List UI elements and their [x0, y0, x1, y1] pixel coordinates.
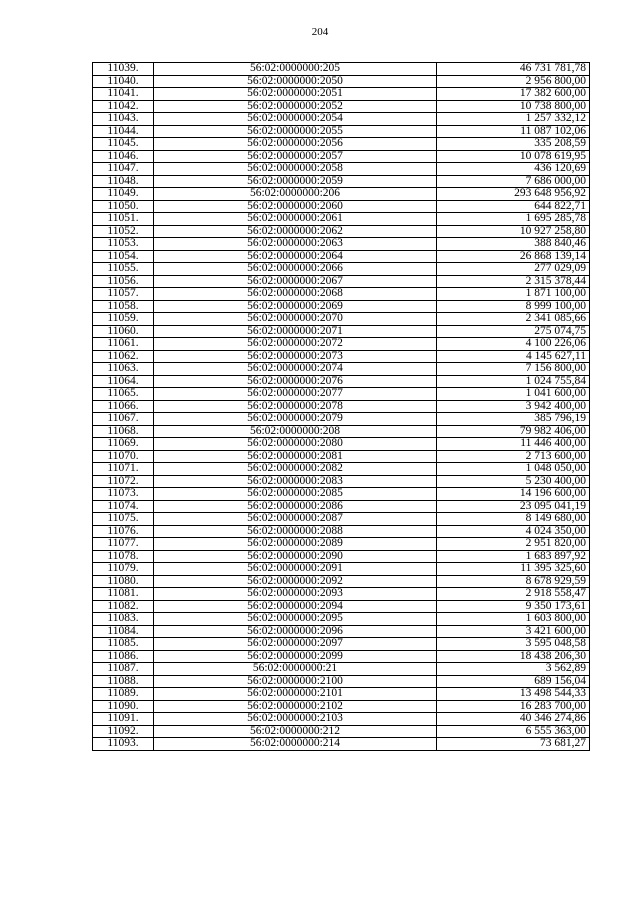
table-row: [93, 263, 590, 276]
table-row: [93, 563, 590, 576]
table-row: [93, 413, 590, 426]
table-row: [93, 250, 590, 263]
cadastral-number-cell: 56:02:0000000:2074: [154, 363, 437, 376]
cadastral-number-cell: 56:02:0000000:2103: [154, 713, 437, 726]
table-row: [93, 638, 590, 651]
row-number-cell: 11048.: [93, 175, 154, 188]
cadastral-number-cell: 56:02:0000000:2093: [154, 588, 437, 601]
cadastral-value-cell: 46 731 781,78: [437, 63, 590, 76]
table-row: [93, 275, 590, 288]
cadastral-number-cell: 56:02:0000000:2085: [154, 488, 437, 501]
row-number-cell: 11067.: [93, 413, 154, 426]
table-row: [93, 138, 590, 151]
cadastral-number-cell: 56:02:0000000:2091: [154, 563, 437, 576]
cadastral-value-cell: 17 382 600,00: [437, 88, 590, 101]
cadastral-number-cell: 56:02:0000000:2097: [154, 638, 437, 651]
cadastral-number-cell: 56:02:0000000:2082: [154, 463, 437, 476]
row-number-cell: 11073.: [93, 488, 154, 501]
row-number-cell: 11043.: [93, 113, 154, 126]
cadastral-value-cell: 79 982 406,00: [437, 425, 590, 438]
table-row: [93, 500, 590, 513]
row-number-cell: 11074.: [93, 500, 154, 513]
cadastral-value-cell: 4 024 350,00: [437, 525, 590, 538]
table-row: [93, 375, 590, 388]
cadastral-value-cell: 8 999 100,00: [437, 300, 590, 313]
row-number-cell: 11072.: [93, 475, 154, 488]
table-row: [93, 163, 590, 176]
cadastral-value-cell: 13 498 544,33: [437, 688, 590, 701]
table-row: [93, 313, 590, 326]
cadastral-number-cell: 56:02:0000000:2057: [154, 150, 437, 163]
cadastral-value-cell: 10 078 619,95: [437, 150, 590, 163]
cadastral-number-cell: 56:02:0000000:2058: [154, 163, 437, 176]
table-row: [93, 338, 590, 351]
cadastral-number-cell: 56:02:0000000:2073: [154, 350, 437, 363]
cadastral-number-cell: 56:02:0000000:2078: [154, 400, 437, 413]
cadastral-value-cell: 1 257 332,12: [437, 113, 590, 126]
row-number-cell: 11088.: [93, 675, 154, 688]
table-row: [93, 438, 590, 451]
cadastral-number-cell: 56:02:0000000:2079: [154, 413, 437, 426]
row-number-cell: 11085.: [93, 638, 154, 651]
table-row: [93, 488, 590, 501]
table-row: [93, 225, 590, 238]
row-number-cell: 11083.: [93, 613, 154, 626]
row-number-cell: 11059.: [93, 313, 154, 326]
row-number-cell: 11056.: [93, 275, 154, 288]
table-row: [93, 113, 590, 126]
cadastral-number-cell: 56:02:0000000:2095: [154, 613, 437, 626]
cadastral-value-cell: 73 681,27: [437, 738, 590, 751]
row-number-cell: 11068.: [93, 425, 154, 438]
cadastral-number-cell: 56:02:0000000:2064: [154, 250, 437, 263]
table-row: [93, 525, 590, 538]
cadastral-number-cell: 56:02:0000000:2071: [154, 325, 437, 338]
cadastral-value-cell: 7 156 800,00: [437, 363, 590, 376]
table-row: [93, 150, 590, 163]
cadastral-number-cell: 56:02:0000000:2052: [154, 100, 437, 113]
table-row: [93, 63, 590, 76]
row-number-cell: 11078.: [93, 550, 154, 563]
cadastral-value-cell: 18 438 206,30: [437, 650, 590, 663]
table-row: [93, 588, 590, 601]
table-row: [93, 475, 590, 488]
row-number-cell: 11079.: [93, 563, 154, 576]
cadastral-number-cell: 56:02:0000000:2054: [154, 113, 437, 126]
table-row: [93, 88, 590, 101]
table-row: [93, 663, 590, 676]
cadastral-value-cell: 3 942 400,00: [437, 400, 590, 413]
table-row: [93, 625, 590, 638]
cadastral-value-cell: 335 208,59: [437, 138, 590, 151]
row-number-cell: 11042.: [93, 100, 154, 113]
row-number-cell: 11041.: [93, 88, 154, 101]
table-row: [93, 600, 590, 613]
table-row: [93, 100, 590, 113]
cadastral-value-cell: 10 927 258,80: [437, 225, 590, 238]
row-number-cell: 11060.: [93, 325, 154, 338]
cadastral-value-cell: 2 918 558,47: [437, 588, 590, 601]
cadastral-number-cell: 56:02:0000000:2088: [154, 525, 437, 538]
cadastral-number-cell: 56:02:0000000:2060: [154, 200, 437, 213]
cadastral-number-cell: 56:02:0000000:212: [154, 725, 437, 738]
cadastral-value-cell: 388 840,46: [437, 238, 590, 251]
cadastral-value-cell: 2 956 800,00: [437, 75, 590, 88]
cadastral-value-cell: 1 695 285,78: [437, 213, 590, 226]
table-row: [93, 538, 590, 551]
table-row: [93, 550, 590, 563]
cadastral-value-cell: 2 315 378,44: [437, 275, 590, 288]
cadastral-value-cell: 10 738 800,00: [437, 100, 590, 113]
cadastral-value-cell: 1 871 100,00: [437, 288, 590, 301]
table-row: [93, 513, 590, 526]
cadastral-number-cell: 56:02:0000000:208: [154, 425, 437, 438]
row-number-cell: 11070.: [93, 450, 154, 463]
cadastral-number-cell: 56:02:0000000:2062: [154, 225, 437, 238]
cadastral-number-cell: 56:02:0000000:2059: [154, 175, 437, 188]
cadastral-number-cell: 56:02:0000000:2067: [154, 275, 437, 288]
cadastral-value-cell: 1 603 800,00: [437, 613, 590, 626]
row-number-cell: 11051.: [93, 213, 154, 226]
cadastral-value-cell: 11 395 325,60: [437, 563, 590, 576]
cadastral-number-cell: 56:02:0000000:2080: [154, 438, 437, 451]
row-number-cell: 11046.: [93, 150, 154, 163]
cadastral-number-cell: 56:02:0000000:2087: [154, 513, 437, 526]
cadastral-value-cell: 1 024 755,84: [437, 375, 590, 388]
cadastral-number-cell: 56:02:0000000:2096: [154, 625, 437, 638]
cadastral-number-cell: 56:02:0000000:2051: [154, 88, 437, 101]
cadastral-value-cell: 23 095 041,19: [437, 500, 590, 513]
row-number-cell: 11040.: [93, 75, 154, 88]
table-row: [93, 350, 590, 363]
cadastral-number-cell: 56:02:0000000:2081: [154, 450, 437, 463]
cadastral-value-cell: 275 074,75: [437, 325, 590, 338]
cadastral-number-cell: 56:02:0000000:2099: [154, 650, 437, 663]
row-number-cell: 11080.: [93, 575, 154, 588]
row-number-cell: 11069.: [93, 438, 154, 451]
row-number-cell: 11089.: [93, 688, 154, 701]
table-row: [93, 700, 590, 713]
cadastral-number-cell: 56:02:0000000:2056: [154, 138, 437, 151]
cadastral-number-cell: 56:02:0000000:2072: [154, 338, 437, 351]
table-row: [93, 713, 590, 726]
cadastral-number-cell: 56:02:0000000:2066: [154, 263, 437, 276]
cadastral-value-cell: 7 686 000,00: [437, 175, 590, 188]
row-number-cell: 11084.: [93, 625, 154, 638]
row-number-cell: 11091.: [93, 713, 154, 726]
cadastral-number-cell: 56:02:0000000:2077: [154, 388, 437, 401]
row-number-cell: 11077.: [93, 538, 154, 551]
cadastral-value-cell: 293 648 956,92: [437, 188, 590, 201]
cadastral-number-cell: 56:02:0000000:205: [154, 63, 437, 76]
row-number-cell: 11050.: [93, 200, 154, 213]
cadastral-number-cell: 56:02:0000000:2094: [154, 600, 437, 613]
row-number-cell: 11055.: [93, 263, 154, 276]
cadastral-value-cell: 3 421 600,00: [437, 625, 590, 638]
table-row: [93, 388, 590, 401]
cadastral-number-cell: 56:02:0000000:2090: [154, 550, 437, 563]
table-row: [93, 450, 590, 463]
row-number-cell: 11062.: [93, 350, 154, 363]
row-number-cell: 11093.: [93, 738, 154, 751]
cadastral-value-cell: 3 595 048,58: [437, 638, 590, 651]
table-row: [93, 188, 590, 201]
row-number-cell: 11071.: [93, 463, 154, 476]
cadastral-number-cell: 56:02:0000000:2061: [154, 213, 437, 226]
row-number-cell: 11086.: [93, 650, 154, 663]
table-row: [93, 238, 590, 251]
row-number-cell: 11063.: [93, 363, 154, 376]
table-row: [93, 675, 590, 688]
row-number-cell: 11092.: [93, 725, 154, 738]
cadastral-value-cell: 436 120,69: [437, 163, 590, 176]
cadastral-number-cell: 56:02:0000000:2069: [154, 300, 437, 313]
row-number-cell: 11049.: [93, 188, 154, 201]
cadastral-value-cell: 1 041 600,00: [437, 388, 590, 401]
row-number-cell: 11052.: [93, 225, 154, 238]
cadastral-value-cell: 11 446 400,00: [437, 438, 590, 451]
cadastral-number-cell: 56:02:0000000:2089: [154, 538, 437, 551]
cadastral-value-cell: 5 230 400,00: [437, 475, 590, 488]
row-number-cell: 11047.: [93, 163, 154, 176]
row-number-cell: 11061.: [93, 338, 154, 351]
cadastral-value-cell: 689 156,04: [437, 675, 590, 688]
cadastral-value-cell: 40 346 274,86: [437, 713, 590, 726]
cadastral-number-cell: 56:02:0000000:2101: [154, 688, 437, 701]
row-number-cell: 11045.: [93, 138, 154, 151]
cadastral-number-cell: 56:02:0000000:2083: [154, 475, 437, 488]
table-row: [93, 738, 590, 751]
cadastral-value-cell: 16 283 700,00: [437, 700, 590, 713]
row-number-cell: 11057.: [93, 288, 154, 301]
cadastral-value-cell: 4 100 226,06: [437, 338, 590, 351]
cadastral-value-cell: 2 341 085,66: [437, 313, 590, 326]
cadastral-value-cell: 4 145 627,11: [437, 350, 590, 363]
cadastral-value-cell: 14 196 600,00: [437, 488, 590, 501]
row-number-cell: 11075.: [93, 513, 154, 526]
table-row: [93, 175, 590, 188]
cadastral-number-cell: 56:02:0000000:2092: [154, 575, 437, 588]
cadastral-number-cell: 56:02:0000000:206: [154, 188, 437, 201]
cadastral-number-cell: 56:02:0000000:21: [154, 663, 437, 676]
cadastral-number-cell: 56:02:0000000:2055: [154, 125, 437, 138]
cadastral-number-cell: 56:02:0000000:2086: [154, 500, 437, 513]
table-row: [93, 575, 590, 588]
cadastral-value-cell: 8 678 929,59: [437, 575, 590, 588]
cadastral-number-cell: 56:02:0000000:2063: [154, 238, 437, 251]
cadastral-value-cell: 2 713 600,00: [437, 450, 590, 463]
cadastral-value-cell: 9 350 173,61: [437, 600, 590, 613]
table-row: [93, 725, 590, 738]
row-number-cell: 11082.: [93, 600, 154, 613]
cadastral-value-cell: 6 555 363,00: [437, 725, 590, 738]
row-number-cell: 11076.: [93, 525, 154, 538]
table-row: [93, 200, 590, 213]
row-number-cell: 11039.: [93, 63, 154, 76]
table-row: [93, 688, 590, 701]
cadastral-value-cell: 26 868 139,14: [437, 250, 590, 263]
row-number-cell: 11064.: [93, 375, 154, 388]
cadastral-number-cell: 56:02:0000000:2050: [154, 75, 437, 88]
row-number-cell: 11066.: [93, 400, 154, 413]
cadastral-value-cell: 277 029,09: [437, 263, 590, 276]
table-body: [93, 63, 590, 751]
table-row: [93, 363, 590, 376]
cadastral-number-cell: 56:02:0000000:214: [154, 738, 437, 751]
cadastral-value-table: [92, 62, 590, 751]
cadastral-value-cell: 1 048 050,00: [437, 463, 590, 476]
page-number: 204: [311, 26, 329, 38]
cadastral-value-cell: 1 683 897,92: [437, 550, 590, 563]
row-number-cell: 11065.: [93, 388, 154, 401]
cadastral-value-cell: 8 149 680,00: [437, 513, 590, 526]
cadastral-number-cell: 56:02:0000000:2076: [154, 375, 437, 388]
row-number-cell: 11058.: [93, 300, 154, 313]
cadastral-value-cell: 2 951 820,00: [437, 538, 590, 551]
cadastral-value-cell: 644 822,71: [437, 200, 590, 213]
cadastral-number-cell: 56:02:0000000:2068: [154, 288, 437, 301]
cadastral-number-cell: 56:02:0000000:2102: [154, 700, 437, 713]
row-number-cell: 11044.: [93, 125, 154, 138]
row-number-cell: 11053.: [93, 238, 154, 251]
table-row: [93, 650, 590, 663]
table-row: [93, 463, 590, 476]
cadastral-value-cell: 3 562,89: [437, 663, 590, 676]
table-row: [93, 613, 590, 626]
row-number-cell: 11054.: [93, 250, 154, 263]
table-row: [93, 325, 590, 338]
table-row: [93, 425, 590, 438]
cadastral-number-cell: 56:02:0000000:2100: [154, 675, 437, 688]
row-number-cell: 11090.: [93, 700, 154, 713]
cadastral-value-cell: 11 087 102,06: [437, 125, 590, 138]
table-row: [93, 213, 590, 226]
table-row: [93, 75, 590, 88]
table-row: [93, 288, 590, 301]
cadastral-number-cell: 56:02:0000000:2070: [154, 313, 437, 326]
table-row: [93, 400, 590, 413]
row-number-cell: 11087.: [93, 663, 154, 676]
table-row: [93, 300, 590, 313]
cadastral-value-cell: 385 796,19: [437, 413, 590, 426]
table-row: [93, 125, 590, 138]
row-number-cell: 11081.: [93, 588, 154, 601]
